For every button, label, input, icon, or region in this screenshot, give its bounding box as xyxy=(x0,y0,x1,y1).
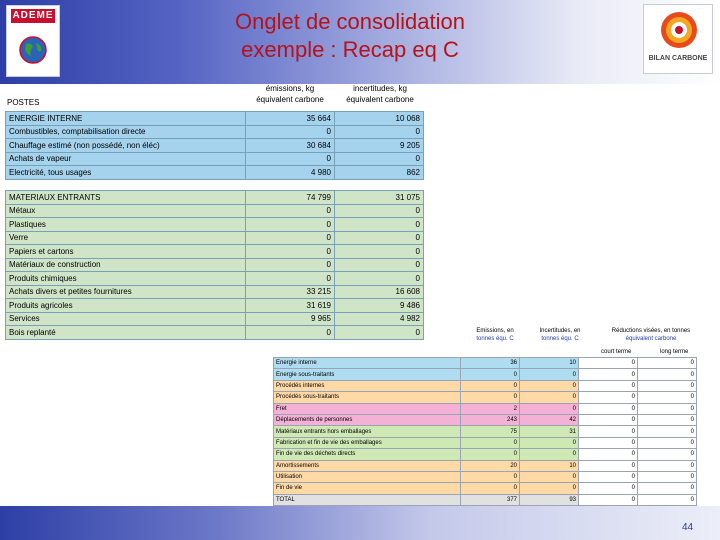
row-label: Procédés internes xyxy=(274,380,461,391)
row-emissions: 0 xyxy=(461,471,520,482)
row-label: Fret xyxy=(274,403,461,414)
row-label: Achats de vapeur xyxy=(6,152,246,166)
row-label: Métaux xyxy=(6,204,246,218)
row-emissions: 2 xyxy=(461,403,520,414)
row-emissions: 377 xyxy=(461,494,520,505)
row-incertitudes: 9 205 xyxy=(335,139,424,153)
row-emissions: 0 xyxy=(461,392,520,403)
row-emissions: 30 684 xyxy=(246,139,335,153)
row-incertitudes: 0 xyxy=(520,392,579,403)
bilan-carbone-logo xyxy=(643,4,713,74)
row-incertitudes: 0 xyxy=(520,483,579,494)
table-row xyxy=(274,392,697,403)
row-emissions: 0 xyxy=(461,380,520,391)
row-emissions: 31 619 xyxy=(246,299,335,313)
table-row xyxy=(274,403,697,414)
table-row xyxy=(274,380,697,391)
row-incertitudes: 0 xyxy=(335,204,424,218)
table2-col-incertitudes-header: Incertitudes, en tonnes équ. C xyxy=(539,328,581,342)
row-label: Matériaux entrants hors emballages xyxy=(274,426,461,437)
row-emissions: 0 xyxy=(461,437,520,448)
row-label: Procédés sous-traitants xyxy=(274,392,461,403)
row-label: ENERGIE INTERNE xyxy=(6,112,246,126)
row-label: Combustibles, comptabilisation directe xyxy=(6,125,246,139)
row-long-terme: 0 xyxy=(638,494,697,505)
row-label: Fin de vie des déchets directs xyxy=(274,449,461,460)
row-emissions: 0 xyxy=(246,326,335,340)
row-incertitudes: 0 xyxy=(520,403,579,414)
row-court-terme: 0 xyxy=(579,369,638,380)
row-label: Fin de vie xyxy=(274,483,461,494)
table2-recap xyxy=(273,357,697,506)
page-number: 44 xyxy=(682,522,694,533)
row-label: Déplacements de personnes xyxy=(274,414,461,425)
row-incertitudes: 0 xyxy=(520,369,579,380)
row-incertitudes: 93 xyxy=(520,494,579,505)
table-row xyxy=(6,139,424,153)
row-label: Fabrication et fin de vie des emballages xyxy=(274,437,461,448)
postes-label: POSTES xyxy=(7,98,40,107)
table-row xyxy=(274,437,697,448)
table-row xyxy=(6,112,424,126)
table-row xyxy=(6,218,424,232)
row-court-terme: 0 xyxy=(579,414,638,425)
table1-col-incertitudes-header: incertitudes, kg équivalent carbone xyxy=(346,84,414,104)
table-row xyxy=(6,312,424,326)
footer-band xyxy=(0,506,720,540)
globe-icon xyxy=(17,34,49,66)
row-incertitudes: 10 xyxy=(520,460,579,471)
row-incertitudes: 862 xyxy=(335,166,424,180)
row-incertitudes: 0 xyxy=(335,218,424,232)
ademe-logo xyxy=(6,5,60,77)
table-row xyxy=(6,152,424,166)
table-row xyxy=(6,204,424,218)
table-row xyxy=(274,494,697,505)
row-label: Electricité, tous usages xyxy=(6,166,246,180)
row-label: Amortissements xyxy=(274,460,461,471)
table-row xyxy=(274,414,697,425)
table2-col-emissions-header: Emissions, en tonnes équ. C xyxy=(476,328,514,342)
row-incertitudes: 0 xyxy=(335,245,424,259)
table-row xyxy=(6,125,424,139)
row-emissions: 75 xyxy=(461,426,520,437)
row-court-terme: 0 xyxy=(579,403,638,414)
page-title xyxy=(140,8,560,64)
row-emissions: 4 980 xyxy=(246,166,335,180)
table-row xyxy=(6,231,424,245)
row-long-terme: 0 xyxy=(638,449,697,460)
bilan-carbone-mark-icon xyxy=(659,10,699,50)
row-label: Energie sous-traitants xyxy=(274,369,461,380)
table-row xyxy=(6,326,424,340)
row-label: Verre xyxy=(6,231,246,245)
row-incertitudes: 0 xyxy=(335,258,424,272)
row-incertitudes: 0 xyxy=(335,231,424,245)
row-court-terme: 0 xyxy=(579,358,638,369)
row-emissions: 33 215 xyxy=(246,285,335,299)
row-long-terme: 0 xyxy=(638,392,697,403)
row-incertitudes: 0 xyxy=(520,471,579,482)
table-row xyxy=(274,426,697,437)
row-court-terme: 0 xyxy=(579,449,638,460)
row-incertitudes: 16 608 xyxy=(335,285,424,299)
ademe-logo-text: ADEME xyxy=(12,10,54,21)
table-row xyxy=(6,191,424,205)
row-emissions: 0 xyxy=(246,258,335,272)
row-incertitudes: 31 075 xyxy=(335,191,424,205)
row-emissions: 0 xyxy=(246,218,335,232)
row-long-terme: 0 xyxy=(638,471,697,482)
row-incertitudes: 0 xyxy=(520,449,579,460)
row-incertitudes: 31 xyxy=(520,426,579,437)
row-incertitudes: 0 xyxy=(335,326,424,340)
row-emissions: 0 xyxy=(246,231,335,245)
table-row xyxy=(274,460,697,471)
row-court-terme: 0 xyxy=(579,380,638,391)
row-long-terme: 0 xyxy=(638,437,697,448)
row-emissions: 0 xyxy=(461,449,520,460)
row-emissions: 243 xyxy=(461,414,520,425)
table-row xyxy=(274,358,697,369)
row-emissions: 35 664 xyxy=(246,112,335,126)
row-long-terme: 0 xyxy=(638,358,697,369)
row-long-terme: 0 xyxy=(638,426,697,437)
row-label: Services xyxy=(6,312,246,326)
row-court-terme: 0 xyxy=(579,460,638,471)
row-incertitudes: 10 xyxy=(520,358,579,369)
row-incertitudes: 0 xyxy=(520,380,579,391)
table-row xyxy=(6,166,424,180)
row-long-terme: 0 xyxy=(638,380,697,391)
page-title-line2: exemple : Recap eq C xyxy=(241,37,459,62)
row-incertitudes: 10 068 xyxy=(335,112,424,126)
row-emissions: 0 xyxy=(246,152,335,166)
row-emissions: 0 xyxy=(246,125,335,139)
table2-col-reductions-header: Réductions visées, en tonnes équivalent carbone xyxy=(611,328,691,342)
row-long-terme: 0 xyxy=(638,369,697,380)
row-emissions: 0 xyxy=(246,245,335,259)
row-label: Chauffage estimé (non possédé, non éléc) xyxy=(6,139,246,153)
row-label: Energie interne xyxy=(274,358,461,369)
row-emissions: 9 965 xyxy=(246,312,335,326)
row-incertitudes: 0 xyxy=(335,125,424,139)
table-row xyxy=(274,471,697,482)
row-court-terme: 0 xyxy=(579,392,638,403)
row-label: Produits chimiques xyxy=(6,272,246,286)
row-court-terme: 0 xyxy=(579,426,638,437)
table1-energie-block xyxy=(5,111,424,180)
table1-col-emissions-header: émissions, kg équivalent carbone xyxy=(256,84,324,104)
table-row xyxy=(6,258,424,272)
table-row xyxy=(6,245,424,259)
row-label: Produits agricoles xyxy=(6,299,246,313)
row-emissions: 74 799 xyxy=(246,191,335,205)
table2-sub-court-terme: court terme xyxy=(601,349,632,355)
table-row xyxy=(6,299,424,313)
page-title-line1: Onglet de consolidation xyxy=(235,9,465,34)
table1-materiaux-block xyxy=(5,190,424,340)
row-incertitudes: 0 xyxy=(520,437,579,448)
row-emissions: 36 xyxy=(461,358,520,369)
row-court-terme: 0 xyxy=(579,483,638,494)
row-long-terme: 0 xyxy=(638,403,697,414)
row-emissions: 0 xyxy=(246,272,335,286)
row-emissions: 20 xyxy=(461,460,520,471)
row-long-terme: 0 xyxy=(638,483,697,494)
table-row xyxy=(6,285,424,299)
row-long-terme: 0 xyxy=(638,460,697,471)
row-emissions: 0 xyxy=(246,204,335,218)
table2-sub-long-terme: long terme xyxy=(660,349,689,355)
row-label: Papiers et cartons xyxy=(6,245,246,259)
bilan-carbone-logo-text: BILAN CARBONE xyxy=(648,55,708,62)
row-label: Plastiques xyxy=(6,218,246,232)
table-row xyxy=(274,369,697,380)
row-emissions: 0 xyxy=(461,483,520,494)
row-label: Matériaux de construction xyxy=(6,258,246,272)
table-row xyxy=(274,483,697,494)
table-row xyxy=(274,449,697,460)
row-incertitudes: 42 xyxy=(520,414,579,425)
row-incertitudes: 4 982 xyxy=(335,312,424,326)
row-court-terme: 0 xyxy=(579,494,638,505)
row-label: MATERIAUX ENTRANTS xyxy=(6,191,246,205)
row-incertitudes: 9 486 xyxy=(335,299,424,313)
table-row xyxy=(6,272,424,286)
row-long-terme: 0 xyxy=(638,414,697,425)
row-incertitudes: 0 xyxy=(335,152,424,166)
row-incertitudes: 0 xyxy=(335,272,424,286)
row-court-terme: 0 xyxy=(579,437,638,448)
row-label: Bois replanté xyxy=(6,326,246,340)
row-label: Utilisation xyxy=(274,471,461,482)
row-label: Achats divers et petites fournitures xyxy=(6,285,246,299)
row-court-terme: 0 xyxy=(579,471,638,482)
row-emissions: 0 xyxy=(461,369,520,380)
row-label: TOTAL xyxy=(274,494,461,505)
